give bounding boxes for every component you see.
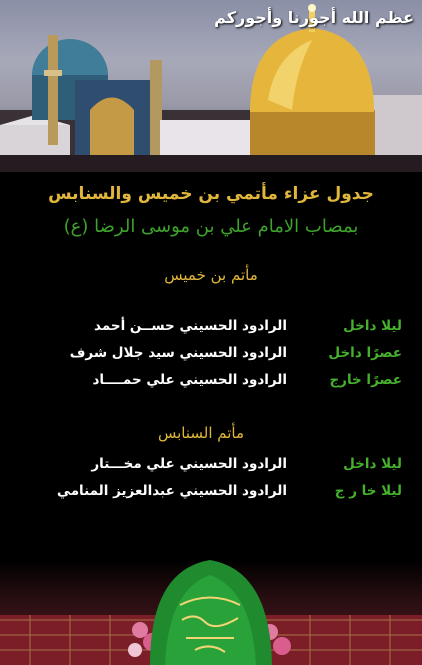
shrine-tomb-image <box>0 560 422 665</box>
section-title: مأتم السنابس <box>157 424 245 442</box>
shrine-header-image <box>0 0 422 172</box>
schedule-row <box>26 456 402 478</box>
session-time: ليلا خا ر ج <box>334 483 402 499</box>
condolence-caption: عظم الله أجورنا وأجوركم <box>214 8 414 27</box>
schedule-panel <box>0 172 422 592</box>
schedule-title: جدول عزاء مأتمي بن خميس والسنابس <box>48 184 374 204</box>
shrine-footer-image <box>0 560 422 665</box>
reciter-name: الرادود الحسيني عبدالعزيز المنامي <box>57 483 287 499</box>
session-time: عصرًا خارج <box>329 372 402 388</box>
reciter-name: الرادود الحسيني علي مخـــتار <box>91 456 287 472</box>
reciter-name: الرادود الحسيني سيد جلال شرف <box>69 345 287 361</box>
session-time: عصرًا داخل <box>328 345 402 361</box>
schedule-row <box>26 345 402 367</box>
reciter-name: الرادود الحسيني علي حمــــاد <box>92 372 287 388</box>
session-time: ليلا داخل <box>343 456 402 472</box>
schedule-row <box>26 483 402 505</box>
schedule-row <box>26 372 402 394</box>
schedule-row <box>26 318 402 340</box>
schedule-subtitle: بمصاب الامام علي بن موسى الرضا (ع) <box>63 216 359 237</box>
session-time: ليلا داخل <box>343 318 402 334</box>
reciter-name: الرادود الحسيني حســن أحمد <box>94 318 287 334</box>
section-title: مأتم بن خميس <box>164 266 258 284</box>
